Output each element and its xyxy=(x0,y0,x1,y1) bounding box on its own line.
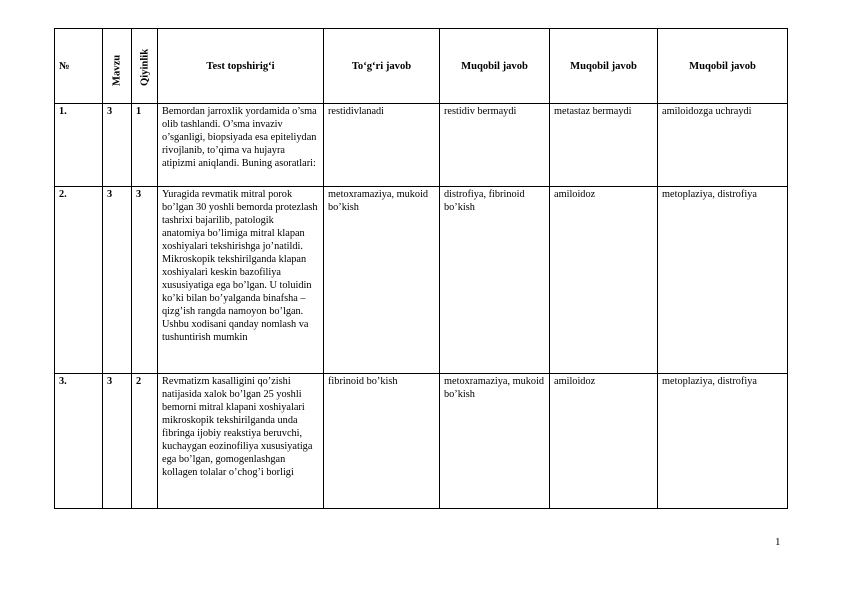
row-correct-answer: fibrinoid bo’kish xyxy=(324,374,440,509)
row-difficulty: 2 xyxy=(132,374,158,509)
row-correct-answer: restidivlanadi xyxy=(324,104,440,187)
row-alt-answer-2: amiloidoz xyxy=(550,187,658,374)
header-topic-label: Mavzu xyxy=(111,54,123,86)
row-task: Yuragida revmatik mitral porok bo’lgan 30 yoshli bemorda protezlash tashrixi bajarilib, patologik anatomiya bo’limiga mitral klapan xoshiyalari tekshirishga jo’natildi. Mikroskopik tekshirilganda klapan xoshiyalari keskin bazofiliya xususiyatiga ega bo’lgan. U toluidin ko’ki bilan bo’yalganda binafsha – qizg’ish rangda namoyon bo’lgan. Ushbu xodisani qanday nomlash va tushuntirish mumkin xyxy=(158,187,324,374)
row-topic: 3 xyxy=(103,104,132,187)
row-number: 2. xyxy=(55,187,103,374)
row-topic: 3 xyxy=(103,374,132,509)
table-row xyxy=(55,374,788,509)
row-alt-answer-2: metastaz bermaydi xyxy=(550,104,658,187)
header-task: Test topshirig‘i xyxy=(158,29,324,104)
row-number: 1. xyxy=(55,104,103,187)
header-alt3: Muqobil javob xyxy=(658,29,788,104)
header-alt1: Muqobil javob xyxy=(440,29,550,104)
header-number: № xyxy=(55,29,103,104)
row-correct-answer: metoxramaziya, mukoid bo’kish xyxy=(324,187,440,374)
row-alt-answer-3: metoplaziya, distrofiya xyxy=(658,187,788,374)
row-difficulty: 1 xyxy=(132,104,158,187)
header-topic xyxy=(103,29,132,104)
header-alt2: Muqobil javob xyxy=(550,29,658,104)
row-task: Revmatizm kasalligini qo’zishi natijasida xalok bo’lgan 25 yoshli bemorni mitral klapani xoshiyalari mikroskopik tekshirilganda unda fibringa ijobiy reakstiya beruvchi, kuchaygan eozinofiliya xususiyatiga ega bo’lgan, gomogenlashgan kollagen tolalar o’chog’i borligi xyxy=(158,374,324,509)
test-table xyxy=(54,28,788,509)
row-alt-answer-2: amiloidoz xyxy=(550,374,658,509)
page-number: 1 xyxy=(775,536,781,548)
row-topic: 3 xyxy=(103,187,132,374)
header-row xyxy=(55,29,788,104)
row-number: 3. xyxy=(55,374,103,509)
table-row xyxy=(55,187,788,374)
row-alt-answer-3: metoplaziya, distrofiya xyxy=(658,374,788,509)
row-alt-answer-1: metoxramaziya, mukoid bo’kish xyxy=(440,374,550,509)
row-alt-answer-1: distrofiya, fibrinoid bo’kish xyxy=(440,187,550,374)
header-difficulty xyxy=(132,29,158,104)
header-correct: To‘g‘ri javob xyxy=(324,29,440,104)
row-difficulty: 3 xyxy=(132,187,158,374)
header-difficulty-label: Qiyinlik xyxy=(139,48,150,86)
row-alt-answer-3: amiloidozga uchraydi xyxy=(658,104,788,187)
row-alt-answer-1: restidiv bermaydi xyxy=(440,104,550,187)
row-task: Bemordan jarroxlik yordamida o’sma olib tashlandi. O’sma invaziv o’sganligi, biopsiyada esa epiteliydan rivojlanib, to’qima va hujayra atipizmi aniqlandi. Buning asoratlari: xyxy=(158,104,324,187)
table-row xyxy=(55,104,788,187)
